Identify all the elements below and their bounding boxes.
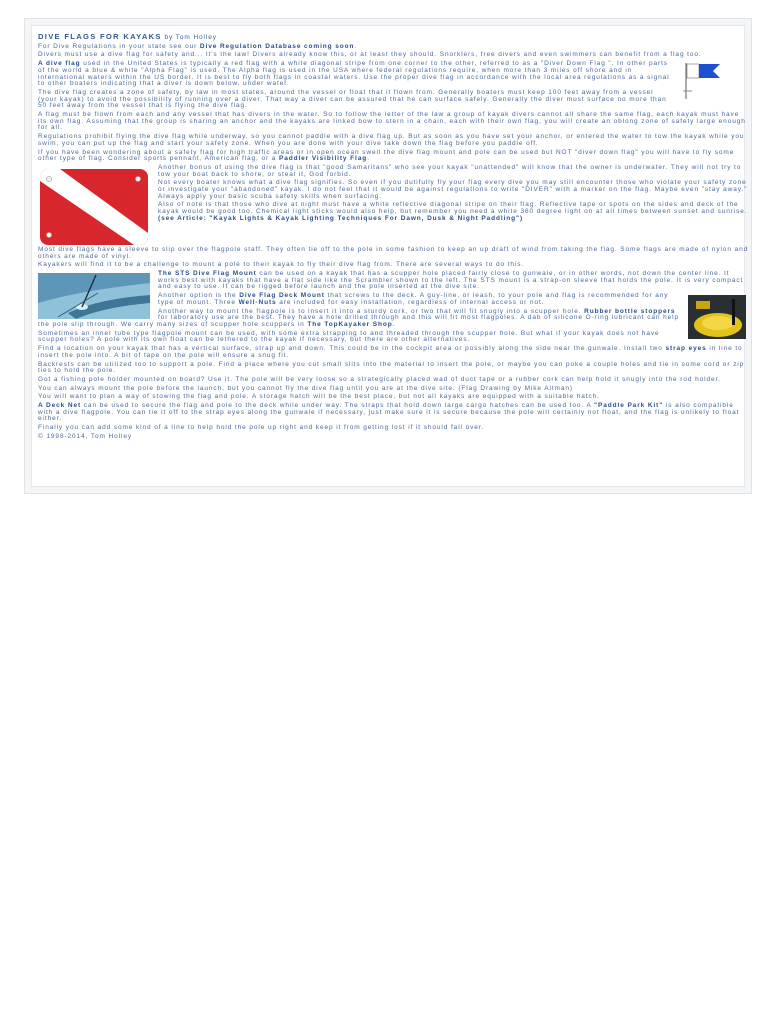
backrest-mount-photo <box>688 295 746 339</box>
text: . <box>354 42 358 50</box>
paragraph-rod-holder: Got a fishing pole holder mounted on board? Use it. The pole will be very loose so a strategically placed wad of duct tape or a rubber cork can help hold it snugly into the rod holder. <box>38 375 721 383</box>
text: Another way to mount the flagpole is to insert it into a sturdy cork, or two that will fit snugly into a scupper hole. <box>158 307 585 315</box>
text: used in the United States is typically a red flag with a white diagonal stripe from one corner to the other, referred to as a "Diver Down Flag ". In other parts of the world a blue & white "Alpha Flag" is used. The Alpha flag is used in the USA where federal regulations require, when more than 3 miles off shore and in international waters within the US border. It is best to fly both flags in coastal waters. Use the proper dive flag in accordance with the local area regulations as a signal to other boaters indicating that a diver is down below, under water. <box>38 60 670 88</box>
diver-down-flag-photo <box>38 167 150 247</box>
kayak-lights-article-link[interactable]: (see Article: "Kayak Lights & Kayak Lighting Techniques For Dawn, Dusk & Night Paddling") <box>158 214 524 222</box>
paragraph-mount-challenge: Kayakers will find it to be a challenge to mount a pole to their kayak to fly their dive flag from. There are several ways to do this. <box>38 261 525 269</box>
text: . <box>367 155 370 163</box>
page-title: DIVE FLAGS FOR KAYAKS <box>38 32 162 41</box>
rubber-bottle-stoppers-link[interactable]: Rubber bottle stoppers <box>584 307 676 315</box>
paragraph-inner-tube: Sometimes an inner tube type flagpole mount can be used, with some extra strapping to and threaded through the scupper hole. But what if your kayak does not have scupper holes? A pole with its own float can be tethered to the kayak if necessary, but there are other alternatives. <box>38 329 660 344</box>
text: If you have been wondering about a safety flag for high traffic areas or in open ocean swell the dive flag mount and pole can be used but NOT "diver down flag" you will have to fly some other type of flag. Consider sports pennant, American flag, or a <box>38 148 735 163</box>
text: can be used on a kayak that has a scupper hole placed fairly close to gunwale, or in other words, not down the center line. It works best with kayaks that have a flat side like the Scrambler shown to the left. The STS mount is a strap-on sleeve that holds the pole. It is very compact and easy to use. It can be rigged before launch and the pole inserted at the dive site. <box>158 270 744 291</box>
sts-dive-flag-mount-link[interactable]: The STS Dive Flag Mount <box>158 270 257 278</box>
text: For Dive Regulations in your state see our <box>38 42 200 50</box>
text: are included for easy installation, regardless of internal access or not. <box>276 298 545 306</box>
paddler-visibility-flag-link[interactable]: Paddler Visibility Flag <box>278 155 368 163</box>
paragraph-launch: You can always mount the pole before the launch, but you cannot fly the dive flag until you are at the dive site. (Flag Drawing by Mike Altman) <box>38 384 573 392</box>
dive-flag-deck-mount-link[interactable]: Dive Flag Deck Mount <box>239 292 325 300</box>
regulation-database-link[interactable]: Dive Regulation Database coming soon <box>199 42 355 50</box>
article-body <box>38 34 750 443</box>
text: . <box>392 320 396 328</box>
text: can be used to secure the flag and pole to the deck while under way. The straps that hold down large cargo hatches can be used too. A <box>81 402 595 410</box>
topkayaker-shop-link[interactable]: The TopKayaker Shop <box>307 320 393 328</box>
title-row <box>38 34 750 42</box>
text: Find a location on your kayak that has a vertical surface, strap up and down. This could be in the cockpit area or possibly along the side near the gunwale. Install two <box>38 345 666 353</box>
paragraph-backrests: Backrests can be utilized too to support a pole. Find a place where you cut small slits into the material to insert the pole, or maybe you can poke a couple holes and tie in some cord or zip ties to hold the pole. <box>38 360 745 375</box>
paragraph-boaters: Not every boater knows what a dive flag signifies. So even if you dutifully fly your flag every dive you may still encounter those who violate your safety zone or investigate your "abandoned" kayak. I do not feel that it would be against regulations to write "DIVER" with a marker on the flag. Maybe even "stay away." Always apply your basic scuba safety skills when surfacing. <box>158 179 748 200</box>
text: in line to insert the pole into. A bit of tape on the pole will ensure a snug fit. <box>38 345 743 359</box>
paragraph-safety-flag <box>38 150 750 163</box>
paragraph-flag-sleeve: Most dive flags have a sleeve to slip over the flagpole staff. They often tie off to the pole in some fashion to keep an up draft of wind from taking the flag. Some flags are made of nylon and others are made of vinyl. <box>38 245 749 260</box>
keyword: A dive flag <box>38 60 81 68</box>
text: Another option is the <box>158 292 240 300</box>
paragraph-finally: Finally you can add some kind of a line to help hold the pole up right and keep it from getting lost if it should fall over. <box>38 424 485 432</box>
paragraph-strap-eyes <box>38 346 750 359</box>
strap-eyes-link[interactable]: strap eyes <box>665 345 707 353</box>
paragraph-dive-flag <box>38 61 750 88</box>
article-panel <box>31 25 749 487</box>
paragraph-intro: Divers must use a dive flag for safety and... It's the law! Divers already know this, or at least they should. Snorklers, free divers and even swimmers can benefit from a flag too. <box>38 51 702 59</box>
copyright: © 1998-2014, Tom Holley <box>38 432 133 440</box>
paragraph-safety-zone: The dive flag creates a zone of safety, by law in most states, around the vessel or float that it flown from. Generally boaters must keep 100 feet away from a vessel (your kayak) to avoid the possibility of running over a diver. That way a diver can be assured that he can surface safely. Generally the diver must surface no more than 50 feet away from the vessel that is flying the dive flag. <box>38 88 667 110</box>
deck-net-link[interactable]: A Deck Net <box>38 402 82 410</box>
text: that screws to the deck. A guy-line, or leash, to your pole and flag is recommended for any type of mount. Three <box>158 292 669 306</box>
text: Also of note is that those who dive at night must have a white reflective diagonal stripe on their flag. Reflective tape or spots on the sides and deck of the kayak would be good too. Chemical light sticks would also help, but remember you need a white 360 degree light on at all times between sunset and sunrise. <box>158 201 748 216</box>
alpha-flag-drawing <box>680 61 730 99</box>
article-frame <box>24 18 752 494</box>
paragraph-underway: Regulations prohibit flying the dive flag while underway, so you cannot paddle with a dive flag up. But as soon as you have set your anchor, or entered the water to tow the kayak while you swim, you can put up the flag and start your safety zone. When you are done with your dive take down the flag before you paddle off. <box>38 133 745 147</box>
paragraph-samaritans: Another bonus of using the dive flag is that "good Samaritans" who see your kayak "unattended" will know that the owner is underwater. They will not try to tow your boat back to shore, or steal it, God forbid. <box>158 163 742 178</box>
paragraph-regulations <box>38 44 750 51</box>
paragraph-stowing: You will want to plan a way of stowing the flag and pole. A storage hatch will be the best place, but not all kayaks are equipped with a suitable hatch. <box>38 393 600 401</box>
text: for laboratory use are the best. They have a hole drilled through and this will fit most flagpoles. A dab of silicone O-ring lubricant can help the pole slip through. We carry many sizes of scupper hole scuppers in <box>38 314 679 328</box>
author-byline: by Tom Holley <box>161 34 217 41</box>
paddle-park-kit-link[interactable]: "Paddle Park Kit" <box>594 402 664 410</box>
text: is also compatible with a dive flagpole. You can tie it off to the strap eyes along the gunwale if necessary, just make sure it is secure because the pole will certainly not float, and the flag is unlikely to float either. <box>38 402 740 423</box>
well-nuts-link[interactable]: Well-Nuts <box>238 298 277 306</box>
paragraph-deck-net <box>38 403 750 423</box>
paragraph-each-vessel: A flag must be flown from each and any vessel that has divers in the water. So to follow the letter of the law a group of kayak divers cannot all share the same flag, each kayak must have its own flag. Assuming that the group is sharing an anchor and the kayaks are linked bow to stern in a chain, each with their own flag, you will create an oblong zone of safety large enough for all. <box>38 111 746 132</box>
sts-mount-photo <box>38 273 150 319</box>
